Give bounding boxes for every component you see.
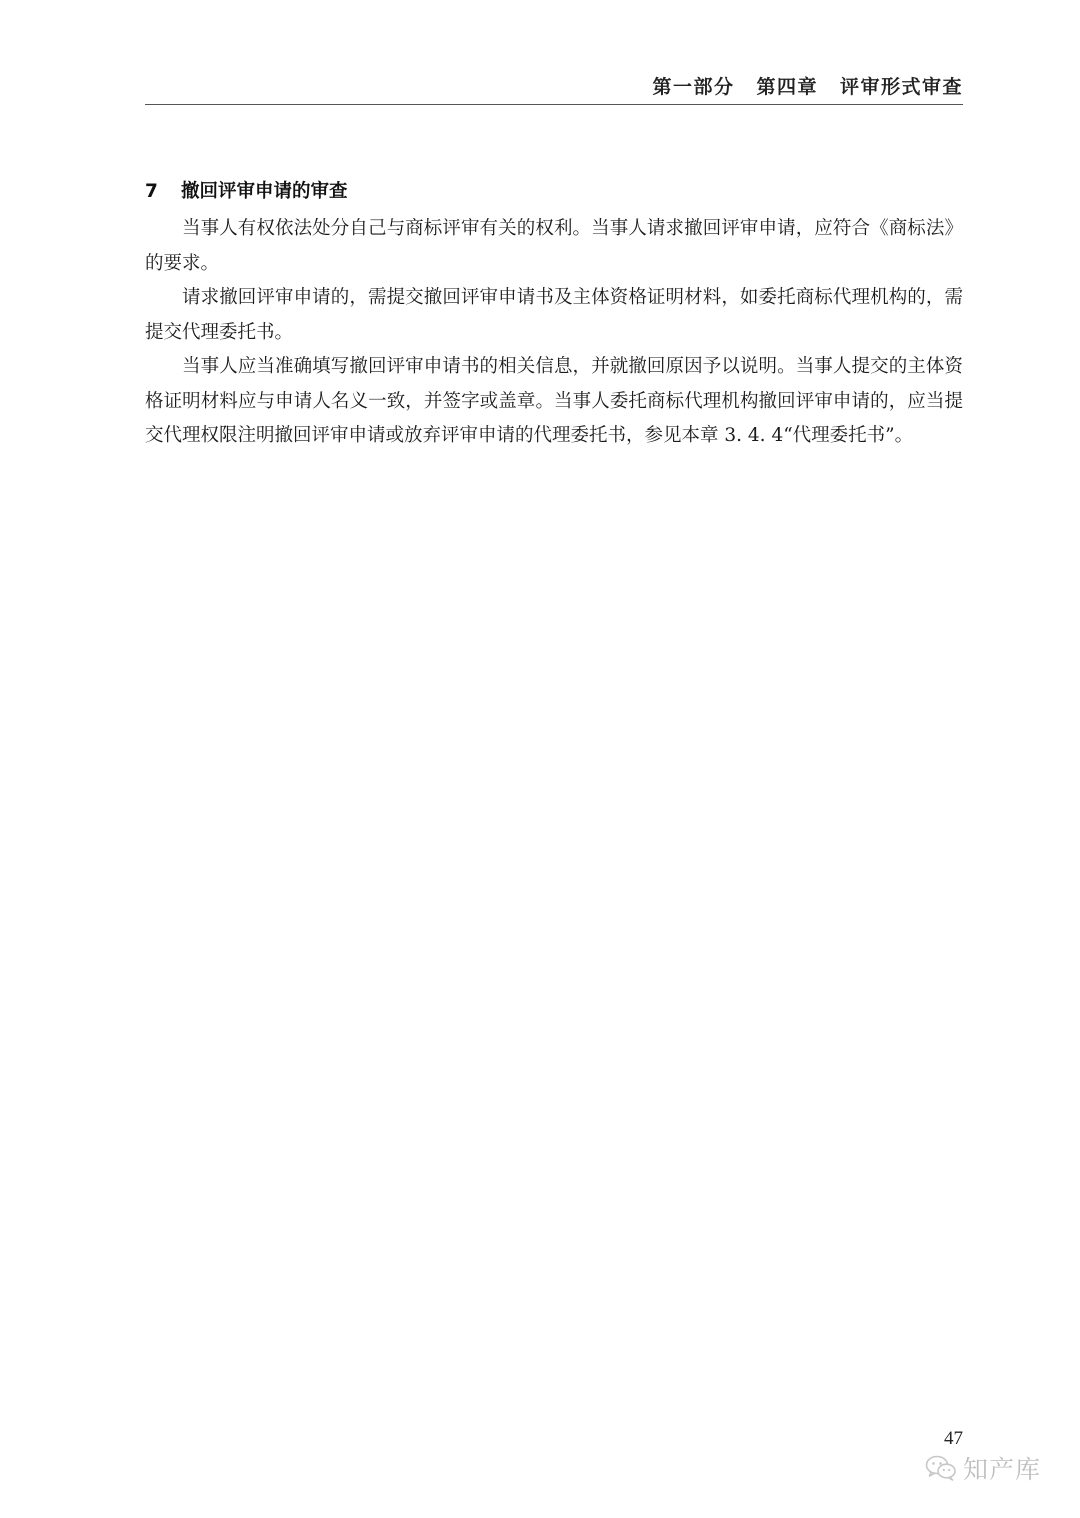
running-header bbox=[145, 72, 963, 102]
wechat-icon bbox=[925, 1454, 957, 1482]
section-heading bbox=[145, 176, 963, 208]
header-title: 评审形式审查 bbox=[839, 76, 963, 98]
section-title: 撤回评审申请的审查 bbox=[181, 181, 348, 202]
page-number: 47 bbox=[944, 1428, 963, 1449]
header-part: 第一部分 bbox=[652, 76, 735, 98]
header-rule bbox=[145, 104, 963, 105]
header-chapter: 第四章 bbox=[756, 76, 818, 98]
page-body bbox=[145, 176, 963, 454]
section-number: 7 bbox=[145, 181, 158, 202]
paragraph-1: 当事人有权依法处分自己与商标评审有关的权利。当事人请求撤回评审申请，应符合《商标法》的要求。 bbox=[145, 218, 963, 274]
paragraph-2: 请求撤回评审申请的，需提交撤回评审申请书及主体资格证明材料，如委托商标代理机构的，需提交代理委托书。 bbox=[145, 287, 963, 343]
watermark bbox=[925, 1450, 1041, 1486]
watermark-text: 知产库 bbox=[963, 1455, 1042, 1484]
paragraph-3: 当事人应当准确填写撤回评审申请书的相关信息，并就撤回原因予以说明。当事人提交的主体资格证明材料应与申请人名义一致，并签字或盖章。当事人委托商标代理机构撤回评审申请的，应当提交代理权限注明撤回评审申请或放弃评审申请的代理委托书，参见本章 3. 4. 4“代理委托书”。 bbox=[145, 356, 963, 446]
